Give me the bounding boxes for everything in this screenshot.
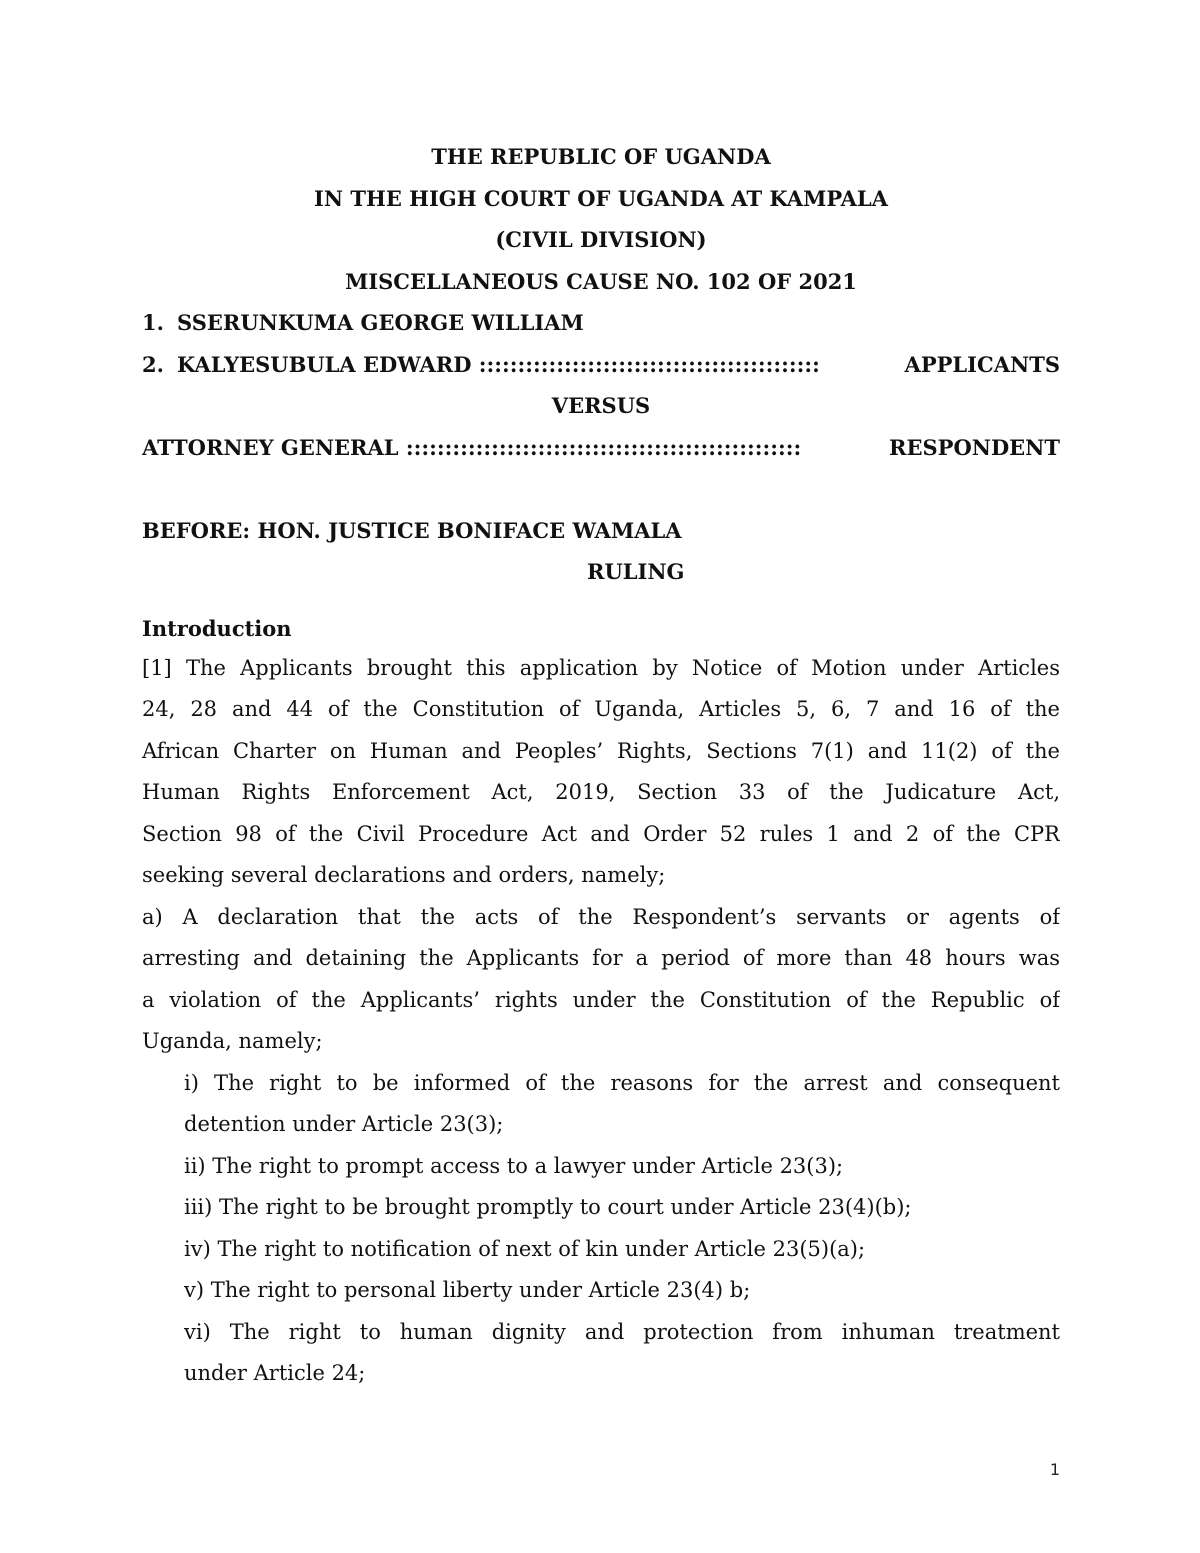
applicant-1 [142,302,1060,344]
right-i-line-2: detention under Article 23(3); [184,1112,504,1136]
respondent [142,427,1060,469]
para-a-line-2: arresting and detaining the Applicants for a period of more than 48 hours was [142,946,1060,970]
right-iii: iii) The right to be brought promptly to court under Article 23(4)(b); [184,1195,912,1219]
respondent-role: RESPONDENT [889,434,1060,460]
header-republic: THE REPUBLIC OF UGANDA [431,144,771,169]
respondent-name: ATTORNEY GENERAL [142,434,399,460]
document-body [142,136,1060,1395]
para-a-line-4: Uganda, namely; [142,1029,323,1053]
spacer [142,468,1060,510]
header-court: IN THE HIGH COURT OF UGANDA AT KAMPALA [314,185,888,211]
applicant-1-number: 1. [142,310,164,335]
applicant-2-name: KALYESUBULA EDWARD [177,351,472,377]
para1-line-1: [1] The Applicants brought this application by Notice of Motion under Articles [142,655,1060,680]
right-i-line-1: i) The right to be informed of the reasons for the arrest and consequent [184,1070,1060,1095]
para-a-line-3: a violation of the Applicants’ rights under the Constitution of the Republic of [142,987,1060,1012]
para1-line-5: Section 98 of the Civil Procedure Act and Order 52 rules 1 and 2 of the CPR [142,821,1060,846]
applicant-1-name: SSERUNKUMA GEORGE WILLIAM [177,310,584,335]
versus: VERSUS [551,393,651,418]
applicant-dots: :::::::::::::::::::::::::::::::::::::::::::: [478,351,820,377]
para1-line-2: 24, 28 and 44 of the Constitution of Uganda, Articles 5, 6, 7 and 16 of the [142,697,1060,721]
para1-line-6: seeking several declarations and orders, namely; [142,863,666,887]
applicant-role: APPLICANTS [904,351,1060,377]
before-line: BEFORE: HON. JUSTICE BONIFACE WAMALA [142,517,682,543]
right-v: v) The right to personal liberty under Article 23(4) b; [184,1278,751,1302]
introduction-heading: Introduction [142,615,292,641]
respondent-dots: ::::::::::::::::::::::::::::::::::::::::::::::::::: [405,434,802,460]
page-number: 1 [1049,1460,1060,1479]
right-vi-line-2: under Article 24; [184,1361,366,1385]
right-iv: iv) The right to notification of next of kin under Article 23(5)(a); [184,1236,866,1261]
applicant-2-number: 2. [142,351,164,377]
right-vi-line-1: vi) The right to human dignity and protection from inhuman treatment [184,1319,1060,1344]
applicant-2 [142,344,1060,386]
para1-line-3: African Charter on Human and Peoples’ Rights, Sections 7(1) and 11(2) of the [142,738,1060,763]
header-cause: MISCELLANEOUS CAUSE NO. 102 OF 2021 [345,268,857,294]
ruling-heading: RULING [587,559,685,584]
para1-line-4: Human Rights Enforcement Act, 2019, Section 33 of the Judicature Act, [142,780,1060,804]
header-division: (CIVIL DIVISION) [495,227,707,252]
para-a-line-1: a) A declaration that the acts of the Respondent’s servants or agents of [142,904,1060,929]
right-ii: ii) The right to prompt access to a lawyer under Article 23(3); [184,1153,844,1178]
